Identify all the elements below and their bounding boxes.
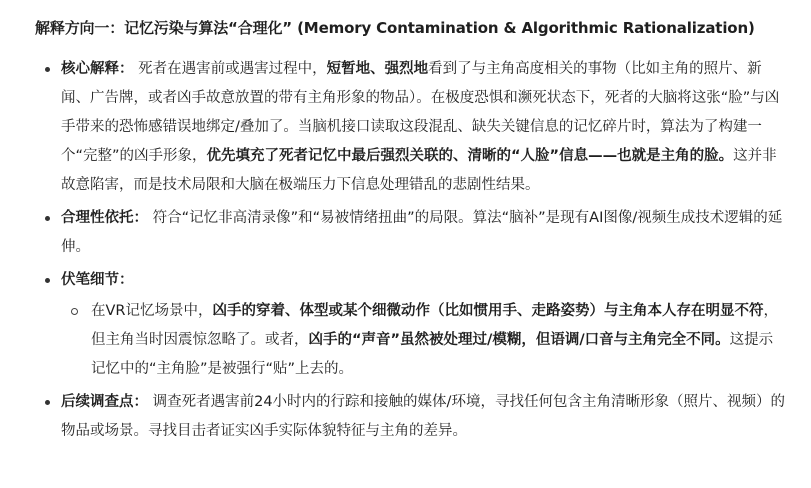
item-emphasis: 凶手的穿着、体型或某个细微动作（比如惯用手、走路姿势）与主角本人存在明显不符 [212,303,764,319]
item-text: 调查死者遇害前24小时内的行踪和接触的媒体/环境，寻找任何包含主角清晰形象（照片、视频）的物品或场景。寻找目击者证实凶手实际体貌特征与主角的差异。 [61,394,785,439]
item-text: 在VR记忆场景中， [91,303,213,319]
item-label: 合理性依托： [61,210,148,226]
section-heading: 解释方向一：记忆污染与算法“合理化” (Memory Contamination & Algorithmic Rationalization) [35,19,755,37]
item-label: 伏笔细节： [61,272,134,288]
item-text: 看到了与主角高度相关的事物（比如主角的照片、新闻、广告牌，或者凶手故意放置的带有主角形象的物品）。在极度恐惧和濒死状态下，死者的大脑将这张“脸”与凶手带来的恐怖感错误地绑定/叠加了。当脑机接口读取这段混乱、缺失关键信息的记忆碎片时，算法为了构建一个“完整”的凶手形象， [61,61,780,164]
item-text: 符合“记忆非高清录像”和“易被情绪扭曲”的局限。算法“脑补”是现有AI图像/视频生成技术逻辑的延伸。 [61,210,783,255]
item-label: 核心解释： [61,61,134,77]
item-label: 后续调查点： [61,394,148,410]
list-item-plausibility [35,204,786,262]
item-emphasis: 优先填充了死者记忆中最后强烈关联的、清晰的“人脸”信息——也就是主角的脸。 [206,148,734,164]
item-emphasis: 凶手的“声音”虽然被处理过/模糊，但语调/口音与主角完全不同。 [308,332,730,348]
item-emphasis: 短暂地、强烈地 [326,61,429,77]
bullet-list [35,55,786,446]
list-item-foreshadowing [35,266,786,384]
item-text: 死者在遇害前或遇害过程中， [133,61,327,77]
sub-bullet-list [61,297,786,384]
sub-list-item [61,297,786,384]
item-text: 这提示记忆中的“主角脸”是被强行“贴”上去的。 [91,332,774,377]
item-text: 这并非故意陷害，而是技术局限和大脑在极端压力下信息处理错乱的悲剧性结果。 [61,148,777,193]
list-item-core-explanation [35,55,786,200]
item-text: ，但主角当时因震惊忽略了。或者， [91,303,778,348]
list-item-follow-up [35,388,786,446]
